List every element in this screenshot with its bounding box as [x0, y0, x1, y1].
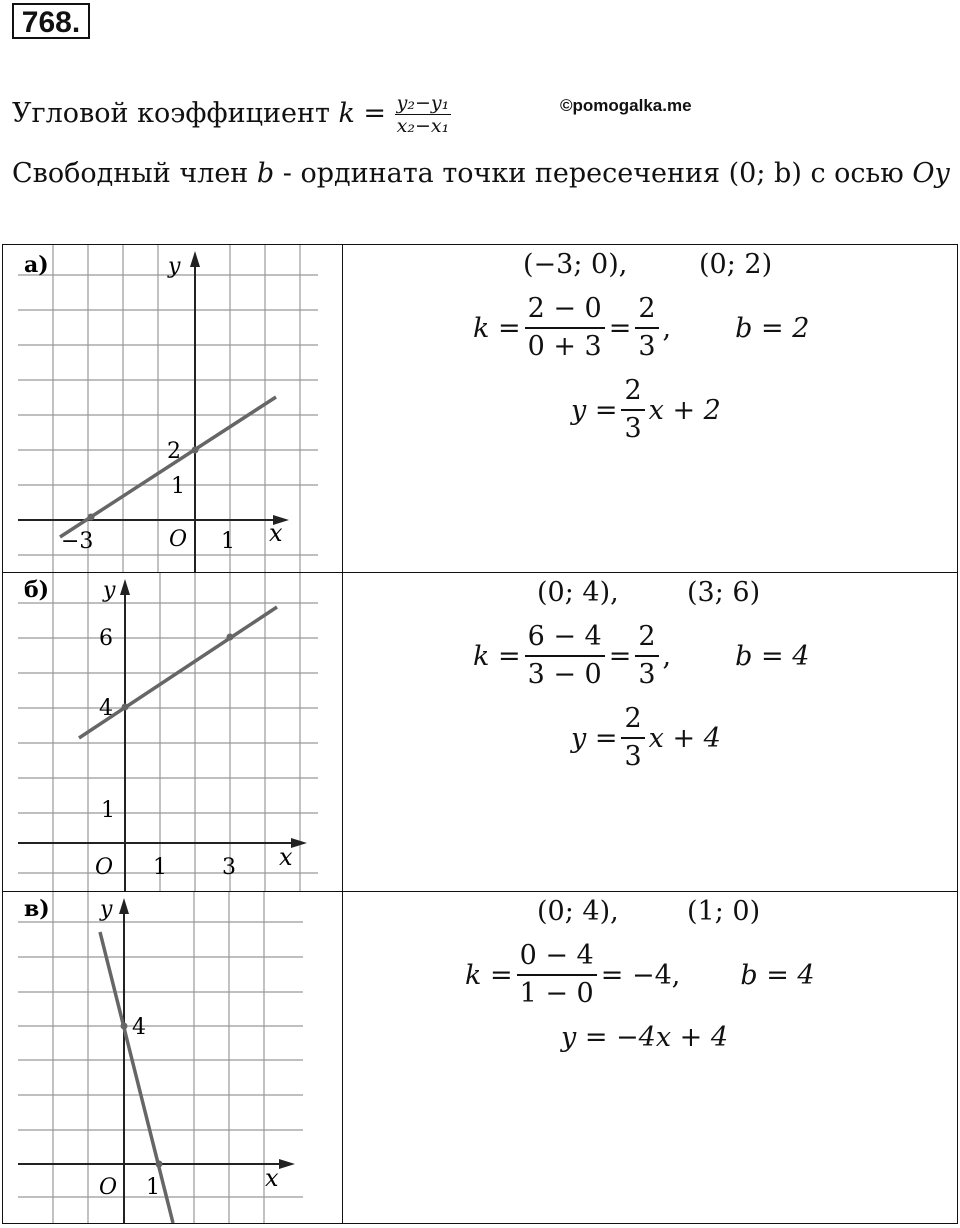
point-1: (0; 4), [537, 896, 619, 927]
intercept-axis: Oy [912, 158, 950, 189]
k-lhs: k = [473, 312, 521, 344]
tick-label: 1 [221, 529, 235, 554]
slope-frac [621, 373, 644, 447]
tick-label: 2 [167, 439, 181, 464]
graph-b [3, 573, 342, 891]
tick-label: 1 [171, 474, 185, 499]
b-value: b = 2 [735, 312, 810, 344]
row-label: б) [24, 577, 50, 603]
y-rhs: x + 4 [648, 722, 721, 754]
solution-cell-a [343, 245, 958, 573]
intercept-mid: - ордината точки пересечения [282, 158, 721, 189]
frac-den: 3 [624, 741, 642, 772]
point-marker [121, 1023, 128, 1030]
origin-label: O [99, 1175, 118, 1200]
point-marker [156, 1161, 163, 1168]
x-axis-arrow [291, 838, 307, 848]
row-label: а) [24, 252, 49, 278]
slope-formula [465, 938, 815, 1012]
line-equation [561, 1022, 728, 1053]
y-axis-arrow [190, 251, 200, 267]
k-result-den: 3 [638, 659, 656, 690]
y-axis-label: y [100, 897, 113, 922]
point-marker [122, 704, 129, 711]
frac-num: 2 [621, 701, 644, 739]
k-result-num: 2 [635, 619, 658, 657]
equals: = [608, 312, 632, 344]
slope-denominator: x₂−x₁ [396, 115, 450, 137]
graph-cell-b [3, 573, 343, 892]
frac-den: 3 [624, 413, 642, 444]
k-fraction [517, 938, 597, 1012]
intercept-b: b [256, 158, 275, 189]
equals: = −4, [600, 959, 681, 991]
solution-cell-c [343, 892, 958, 1224]
intercept-point: (0; b) [728, 158, 802, 189]
point-2: (3; 6) [687, 577, 761, 608]
slope-numerator: y₂−y₁ [396, 92, 450, 114]
point-marker [227, 634, 234, 641]
y-axis-label: y [103, 578, 116, 603]
point-2: (0; 2) [699, 249, 773, 280]
k-denominator: 1 − 0 [519, 978, 594, 1009]
y-axis-label: y [168, 254, 181, 279]
frac-num: 2 [621, 373, 644, 411]
slope-formula [473, 619, 809, 693]
intercept-suffix: с осью [810, 158, 904, 189]
point-2: (1; 0) [687, 896, 761, 927]
k-fraction [525, 291, 605, 365]
y-lhs: y = [571, 722, 618, 754]
graph-c [3, 892, 342, 1223]
line-equation [571, 701, 721, 775]
k-result-den: 3 [638, 331, 656, 362]
tick-label: 4 [132, 1015, 146, 1040]
y-axis-arrow [119, 898, 129, 914]
k-result [635, 619, 658, 693]
k-lhs: k = [465, 959, 513, 991]
x-axis-label: x [269, 519, 283, 547]
tick-label: 4 [99, 696, 113, 721]
k-numerator: 0 − 4 [517, 938, 597, 976]
tick-label: 3 [222, 855, 236, 880]
row-label: в) [24, 896, 50, 922]
table-row [3, 245, 958, 573]
line-equation [571, 373, 721, 447]
x-axis-label: x [279, 843, 293, 871]
table-row [3, 573, 958, 892]
k-fraction [525, 619, 605, 693]
problem-number: 768. [12, 3, 90, 39]
b-value: b = 4 [735, 640, 810, 672]
graph-cell-a [3, 245, 343, 573]
y-axis-arrow [120, 579, 130, 595]
graph-cell-c [3, 892, 343, 1224]
k-result-num: 2 [635, 291, 658, 329]
slope-k: k = [338, 98, 387, 129]
k-numerator: 6 − 4 [525, 619, 605, 657]
point-marker [88, 514, 95, 521]
graph-a [3, 245, 342, 572]
solution-table [2, 244, 958, 1224]
slope-formula [473, 291, 809, 365]
slope-frac [621, 701, 644, 775]
slope-fraction [395, 92, 452, 137]
x-axis-arrow [279, 1159, 295, 1169]
tick-label: 1 [153, 855, 167, 880]
k-numerator: 2 − 0 [525, 291, 605, 329]
b-value: b = 4 [740, 959, 815, 991]
y-equation: y = −4x + 4 [561, 1022, 729, 1053]
tick-label: −3 [61, 529, 94, 554]
tick-label: 6 [99, 626, 113, 651]
solution-cell-b [343, 573, 958, 892]
tick-label: 1 [101, 798, 115, 823]
origin-label: O [169, 527, 188, 552]
tick-label: 1 [146, 1175, 160, 1200]
intercept-label: Свободный член [12, 158, 249, 189]
point-1: (−3; 0), [523, 249, 628, 280]
y-lhs: y = [571, 394, 618, 426]
point-marker [192, 447, 199, 454]
intercept-definition [12, 158, 950, 189]
k-lhs: k = [473, 640, 521, 672]
origin-label: O [95, 855, 114, 880]
x-axis-label: x [265, 1164, 279, 1192]
k-denominator: 3 − 0 [527, 659, 602, 690]
y-rhs: x + 2 [648, 394, 721, 426]
slope-definition [12, 92, 451, 137]
comma: , [662, 640, 672, 672]
table-row [3, 892, 958, 1224]
point-1: (0; 4), [537, 577, 619, 608]
k-denominator: 0 + 3 [527, 331, 602, 362]
copyright: ©pomogalka.me [560, 96, 692, 115]
slope-label: Угловой коэффициент [12, 98, 330, 129]
comma: , [662, 312, 672, 344]
equals: = [608, 640, 632, 672]
k-result [635, 291, 658, 365]
